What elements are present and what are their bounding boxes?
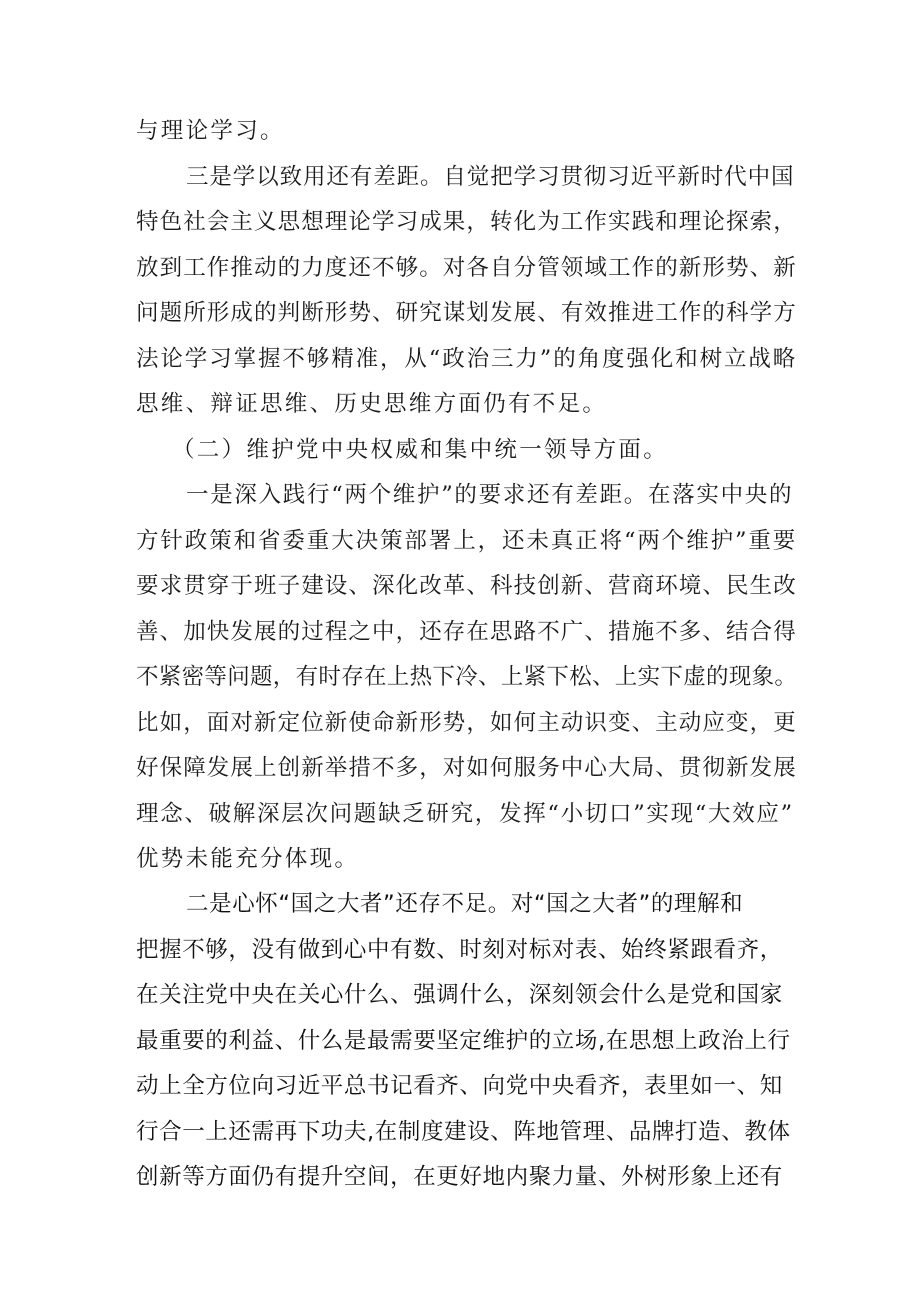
text-line-5: 问题所形成的判断形势、研究谋划发展、有效推进工作的科学方 [136,300,797,326]
text-line-10: 方针政策和省委重大决策部署上，还未真正将“两个维护”重要 [136,528,798,554]
text-line-17: 优势未能充分体现。 [136,846,360,872]
text-line-15: 好保障发展上创新举措不多，对如何服务中心大局、贯彻新发展 [136,755,797,781]
text-line-9: 一是深入践行“两个维护”的要求还有差距。在落实中央的 [186,482,794,508]
text-line-16: 理念、破解深层次问题缺乏研究，发挥“小切口”实现“大效应” [136,801,794,827]
text-line-19: 把握不够，没有做到心中有数、时刻对标对表、始终紧跟看齐， [136,937,783,963]
text-line-2: 三是学以致用还有差距。自觉把学习贯彻习近平新时代中国 [186,164,795,190]
text-line-1: 与理论学习。 [136,118,285,144]
text-line-3: 特色社会主义思想理论学习成果，转化为工作实践和理论探索， [136,209,797,235]
text-line-21: 最重要的利益、什么是最需要坚定维护的立场,在思想上政治上行 [136,1028,791,1054]
text-line-24: 创新等方面仍有提升空间，在更好地内聚力量、外树形象上还有 [136,1164,783,1190]
text-line-14: 比如，面对新定位新使命新形势，如何主动识变、主动应变，更 [136,710,797,736]
text-line-6: 法论学习掌握不够精准，从“政治三力”的角度强化和树立战略 [136,346,798,372]
text-line-12: 善、加快发展的过程之中，还存在思路不广、措施不多、结合得 [136,619,797,645]
text-line-7: 思维、辩证思维、历史思维方面仍有不足。 [136,391,608,417]
text-line-11: 要求贯穿于班子建设、深化改革、科技创新、营商环境、民生改 [136,573,797,599]
text-line-18: 二是心怀“国之大者”还存不足。对“国之大者”的理解和 [186,891,744,917]
text-line-4: 放到工作推动的力度还不够。对各自分管领域工作的新形势、新 [136,255,797,281]
text-line-20: 在关注党中央在关心什么、强调什么，深刻领会什么是党和国家 [136,982,783,1008]
text-line-13: 不紧密等问题，有时存在上热下冷、上紧下松、上实下虚的现象。 [136,664,798,690]
text-line-23: 行合一上还需再下功夫,在制度建设、阵地管理、品牌打造、教体 [136,1119,791,1145]
section-heading: （二）维护党中央权威和集中统一领导方面。 [172,437,669,463]
text-line-22: 动上全方位向习近平总书记看齐、向党中央看齐，表里如一、知 [136,1073,783,1099]
